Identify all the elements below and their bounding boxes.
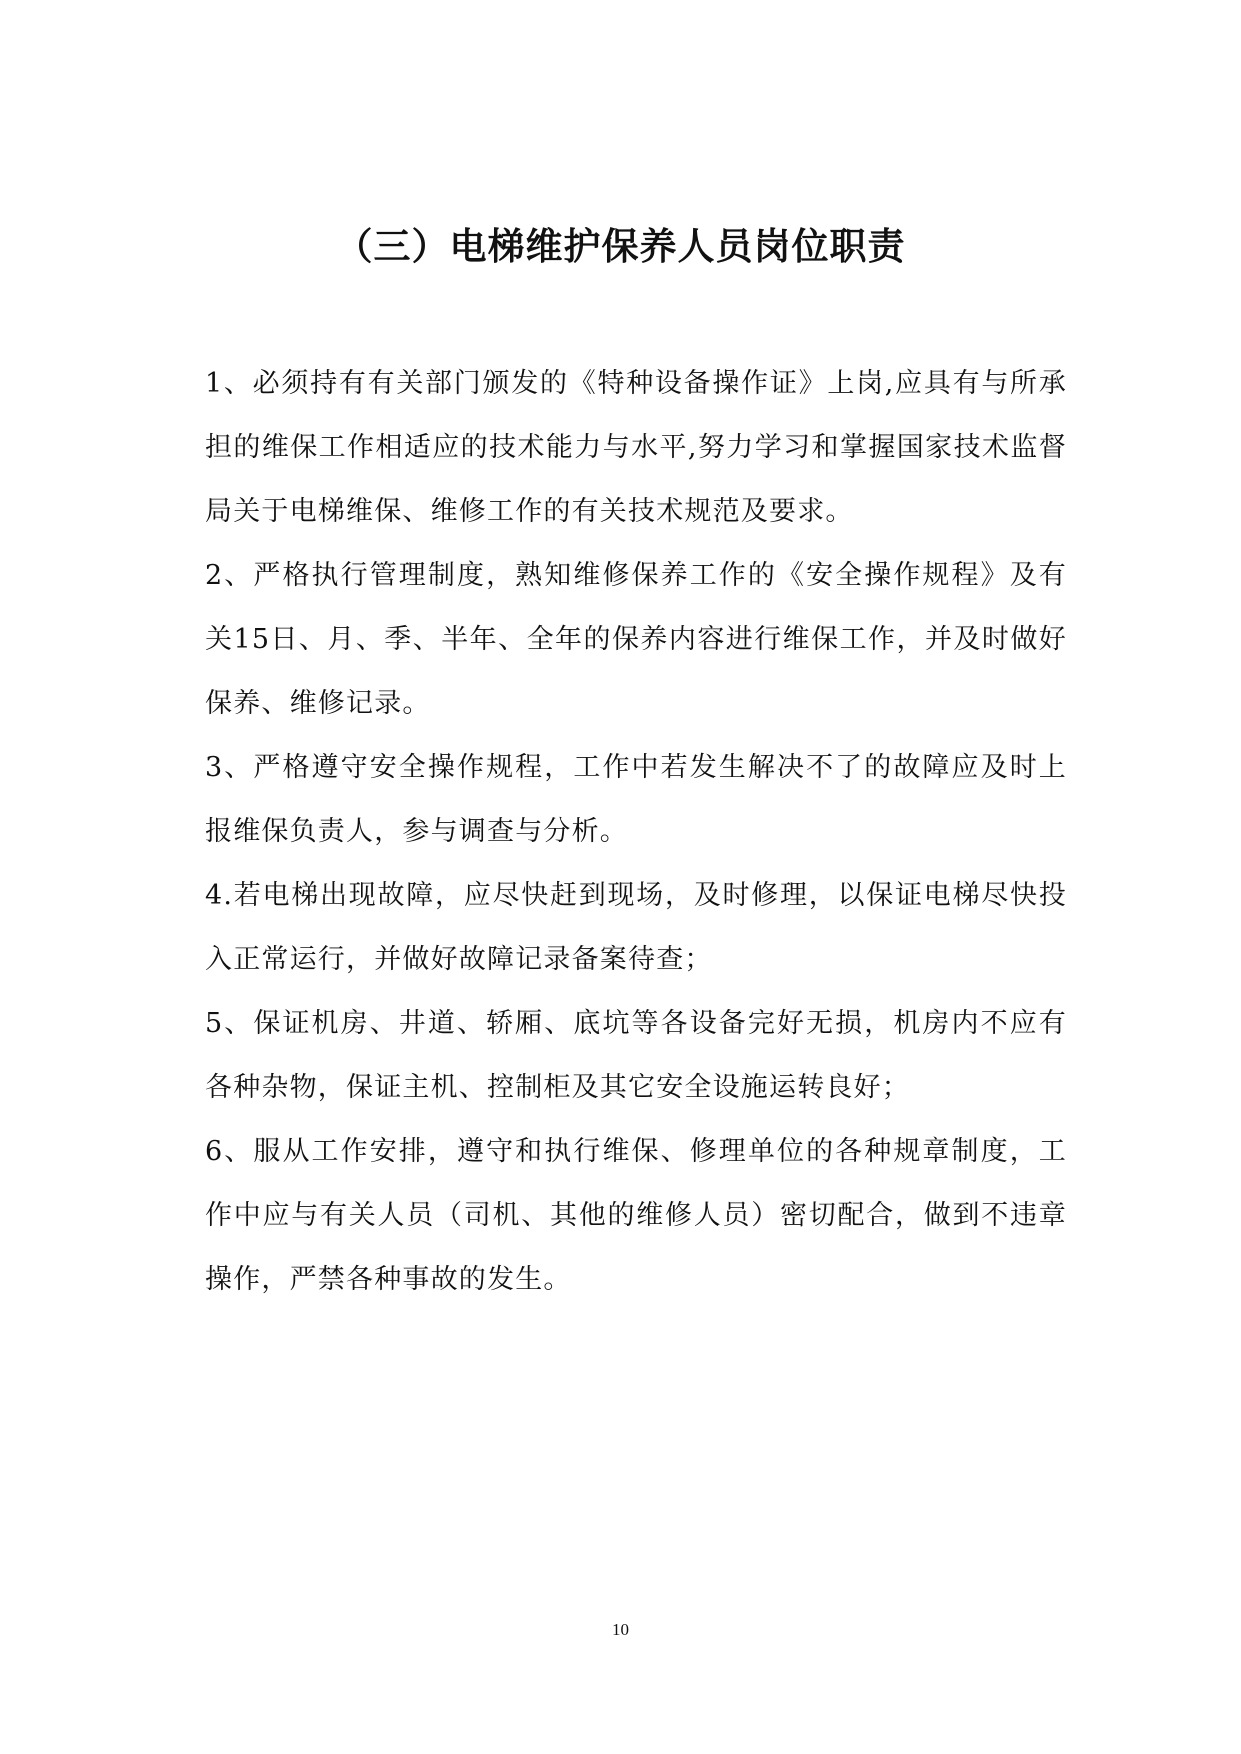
paragraph-3: 3、严格遵守安全操作规程，工作中若发生解决不了的故障应及时上报维保负责人，参与调查与分析。 bbox=[205, 752, 1067, 847]
paragraph-5: 5、保证机房、井道、轿厢、底坑等各设备完好无损，机房内不应有各种杂物，保证主机、控制柜及其它安全设施运转良好； bbox=[205, 1008, 1067, 1103]
document-body bbox=[205, 352, 1067, 1312]
document-title: （三）电梯维护保养人员岗位职责 bbox=[335, 225, 906, 268]
paragraph-2: 2、严格执行管理制度，熟知维修保养工作的《安全操作规程》及有关15日、月、季、半年、全年的保养内容进行维保工作，并及时做好保养、维修记录。 bbox=[205, 560, 1067, 719]
paragraph-6: 6、服从工作安排，遵守和执行维保、修理单位的各种规章制度，工作中应与有关人员（司机、其他的维修人员）密切配合，做到不违章操作，严禁各种事故的发生。 bbox=[205, 1136, 1067, 1295]
paragraph-4: 4.若电梯出现故障，应尽快赶到现场，及时修理，以保证电梯尽快投入正常运行，并做好故障记录备案待查； bbox=[205, 880, 1067, 975]
page-number: 10 bbox=[612, 1620, 629, 1639]
paragraph-1: 1、必须持有有关部门颁发的《特种设备操作证》上岗,应具有与所承担的维保工作相适应的技术能力与水平,努力学习和掌握国家技术监督局关于电梯维保、维修工作的有关技术规范及要求。 bbox=[205, 368, 1067, 527]
